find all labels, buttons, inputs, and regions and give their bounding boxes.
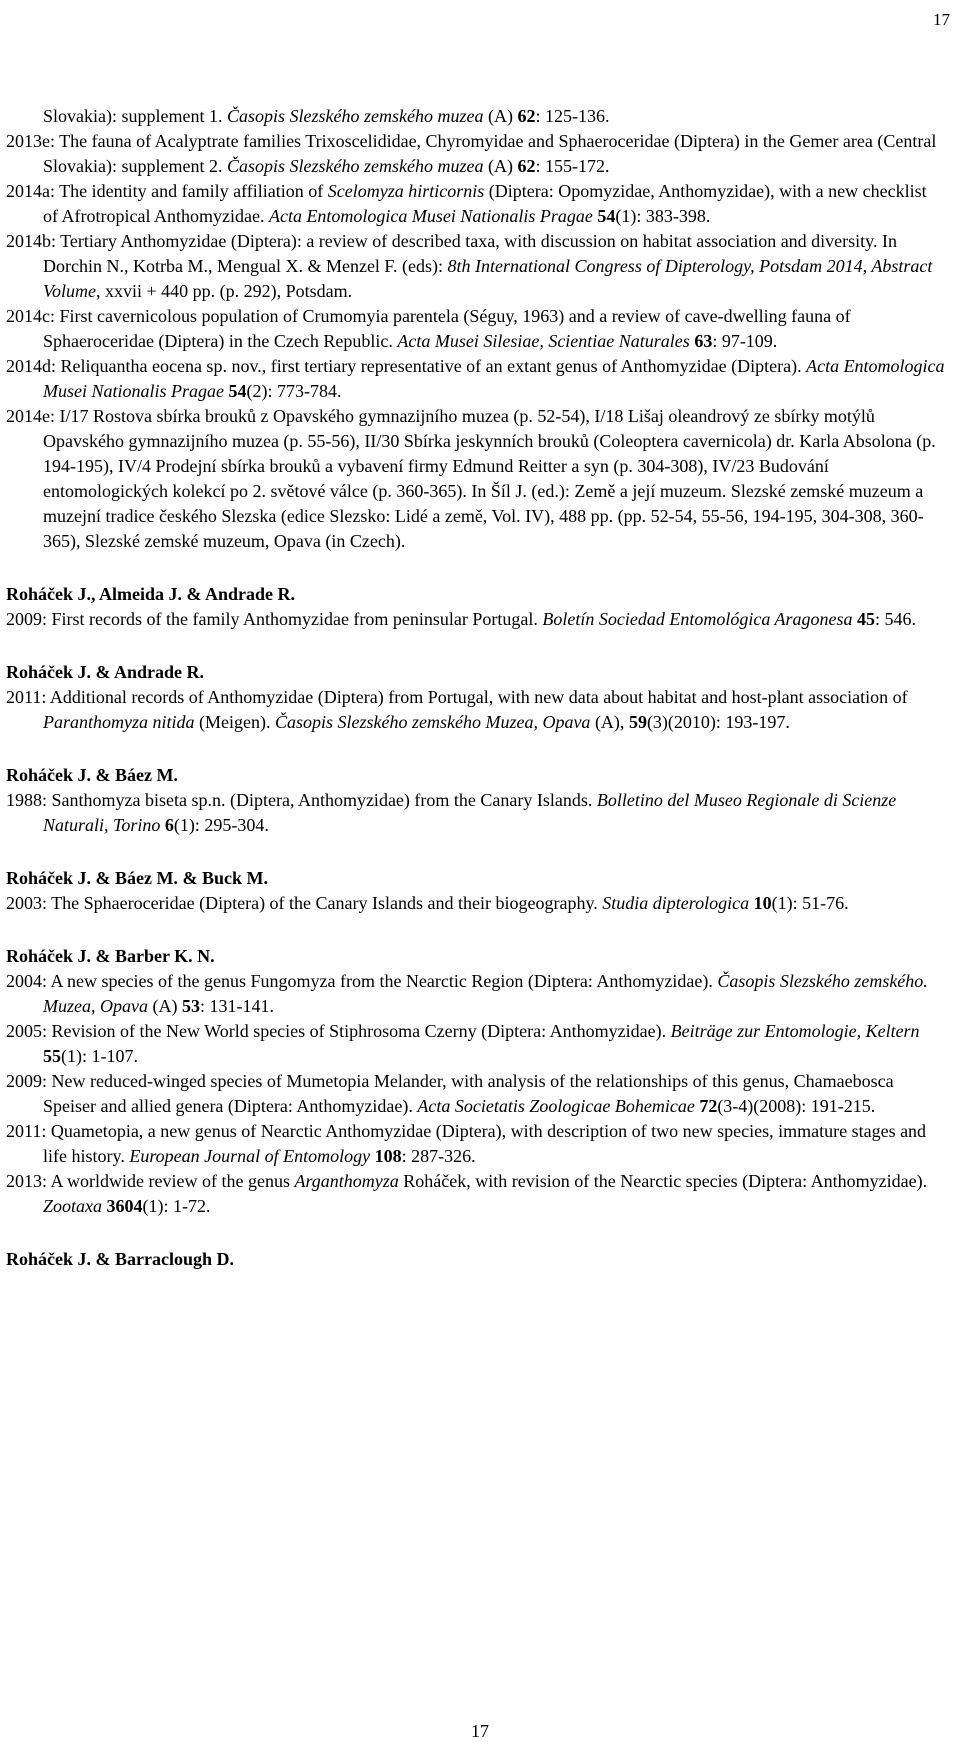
author-heading: Roháček J. & Barber K. N.: [6, 946, 215, 966]
bold-segment: 62: [517, 106, 536, 126]
text-segment: (3-4)(2008): 191-215.: [717, 1096, 876, 1116]
text-segment: 2014e: I/17 Rostova sbírka brouků z Opavského gymnazijního muzea (p. 52-54), I/18 Lišaj oleandrový ze sbírky motýlů Opavského gymnazijního muzea (p. 55-56), II/30 Sbírka jeskynních brouků (Coleoptera cavernicola) dr. Karla Absolona (p. 194-195), IV/4 Prodejní sbírka brouků a vybavení firmy Edmund Reitter a syn (p. 304-308), IV/23 Budování entomologických kolekcí po 2. světové válce (p. 360-365). In Šíl J. (ed.): Země a její muzeum. Slezské zemské muzeum a muzejní tradice českého Slezska (edice Slezsko: Lidé a země, Vol. IV), 488 pp. (pp. 52-54, 55-56, 194-195, 304-308, 360-365), Slezské zemské muzeum, Opava (in Czech).: [6, 406, 936, 551]
block-spacer: [6, 554, 946, 582]
text-segment: (3)(2010): 193-197.: [646, 712, 790, 732]
text-segment: : 287-326.: [401, 1146, 476, 1166]
text-segment: 2014d: Reliquantha eocena sp. nov., first tertiary representative of an extant genus of Anthomyzidae (Diptera).: [6, 356, 807, 376]
italic-segment: Boletín Sociedad Entomológica Aragonesa: [542, 609, 853, 629]
reference-entry: [6, 891, 946, 916]
text-segment: 2011: Additional records of Anthomyzidae (Diptera) from Portugal, with new data about habitat and host-plant association of: [6, 687, 908, 707]
bottom-page-number: 17: [471, 1721, 489, 1741]
text-segment: 2014b: Tertiary Anthomyzidae (Diptera): a review of described taxa, with discussion on habitat association and diversity. In Dorchin N., Kotrba M., Mengual X. & Menzel F. (eds):: [6, 231, 897, 276]
bold-segment: 10: [753, 893, 772, 913]
bold-segment: 53: [181, 996, 200, 1016]
text-segment: 2013: A worldwide review of the genus: [6, 1171, 295, 1191]
text-segment: (2): 773-784.: [246, 381, 342, 401]
bold-segment: 72: [699, 1096, 718, 1116]
italic-segment: Časopis Slezského zemského Muzea, Opava: [274, 712, 591, 732]
text-segment: (1): 1-72.: [142, 1196, 211, 1216]
reference-entry: [6, 104, 946, 129]
text-segment: (A): [483, 106, 518, 126]
author-block: [6, 944, 946, 1219]
text-segment: 2005: Revision of the New World species of Stiphrosoma Czerny (Diptera: Anthomyzidae).: [6, 1021, 671, 1041]
author-block: [6, 763, 946, 838]
text-segment: 1988: Santhomyza biseta sp.n. (Diptera, Anthomyzidae) from the Canary Islands.: [6, 790, 597, 810]
text-segment: : 546.: [875, 609, 917, 629]
text-segment: : 155-172.: [535, 156, 610, 176]
bold-segment: 45: [857, 609, 876, 629]
italic-segment: Scelomyza hirticornis: [327, 181, 485, 201]
author-heading: Roháček J. & Báez M. & Buck M.: [6, 868, 268, 888]
text-segment: (1): 51-76.: [771, 893, 849, 913]
author-heading: Roháček J., Almeida J. & Andrade R.: [6, 584, 296, 604]
italic-segment: Časopis Slezského zemského muzea: [226, 106, 484, 126]
reference-entry: [6, 1169, 946, 1219]
italic-segment: Acta Entomologica Musei Nationalis Pragae: [43, 356, 945, 401]
bold-segment: 59: [628, 712, 647, 732]
reference-entry: [6, 1069, 946, 1119]
block-spacer: [6, 1219, 946, 1247]
reference-entry: [6, 607, 946, 632]
author-block: [6, 660, 946, 735]
text-segment: (Diptera: Opomyzidae, Anthomyzidae), with a new checklist of Afrotropical Anthomyzidae.: [43, 181, 927, 226]
text-segment: 2014a: The identity and family affiliation of: [6, 181, 328, 201]
reference-entry: [6, 304, 946, 354]
text-segment: (1): 1-107.: [61, 1046, 138, 1066]
author-heading: Roháček J. & Barraclough D.: [6, 1249, 234, 1269]
reference-entry: [6, 788, 946, 838]
reference-entry: [6, 129, 946, 179]
bold-segment: 3604: [106, 1196, 143, 1216]
text-segment: (A): [147, 996, 182, 1016]
bold-segment: 6: [164, 815, 174, 835]
text-segment: 2014c: First cavernicolous population of Crumomyia parentela (Séguy, 1963) and a review of cave-dwelling fauna of Sphaeroceridae (Diptera) in the Czech Republic.: [6, 306, 851, 351]
italic-segment: Arganthomyza: [294, 1171, 399, 1191]
bold-segment: 55: [43, 1046, 61, 1066]
text-segment: 2004: A new species of the genus Fungomyza from the Nearctic Region (Diptera: Anthomyzidae).: [6, 971, 718, 991]
reference-entry: [6, 179, 946, 229]
bold-segment: 63: [694, 331, 713, 351]
italic-segment: Časopis Slezského zemského. Muzea, Opava: [43, 971, 928, 1016]
reference-entry: [6, 229, 946, 304]
text-segment: 2009: First records of the family Anthomyzidae from peninsular Portugal.: [6, 609, 543, 629]
text-segment: 2013e: The fauna of Acalyptrate families Trixoscelididae, Chyromyidae and Sphaeroceridae (Diptera) in the Gemer area (Central Slovakia): supplement 2.: [6, 131, 937, 176]
italic-segment: Paranthomyza nitida: [43, 712, 195, 732]
text-segment: Slovakia): supplement 1.: [43, 106, 227, 126]
bold-segment: 62: [517, 156, 536, 176]
text-segment: (A),: [590, 712, 629, 732]
text-segment: 2011: Quametopia, a new genus of Nearctic Anthomyzidae (Diptera), with description of two new species, immature stages and life history.: [6, 1121, 927, 1166]
bold-segment: 108: [374, 1146, 402, 1166]
italic-segment: European Journal of Entomology: [129, 1146, 371, 1166]
text-segment: (Meigen).: [194, 712, 275, 732]
italic-segment: Časopis Slezského zemského muzea: [226, 156, 484, 176]
italic-segment: Acta Musei Silesiae, Scientiae Naturales: [397, 331, 690, 351]
block-spacer: [6, 838, 946, 866]
block-spacer: [6, 632, 946, 660]
author-block: [6, 866, 946, 916]
block-spacer: [6, 916, 946, 944]
reference-entry: [6, 969, 946, 1019]
text-segment: Roháček, with revision of the Nearctic species (Diptera: Anthomyzidae).: [398, 1171, 928, 1191]
italic-segment: Acta Entomologica Musei Nationalis Pragae: [268, 206, 593, 226]
text-segment: 2003: The Sphaeroceridae (Diptera) of the Canary Islands and their biogeography.: [6, 893, 603, 913]
author-heading: Roháček J. & Andrade R.: [6, 662, 205, 682]
top-page-number: 17: [933, 10, 950, 29]
reference-entry: [6, 1019, 946, 1069]
block-spacer: [6, 735, 946, 763]
italic-segment: Zootaxa: [43, 1196, 103, 1216]
reference-entry: [6, 404, 946, 554]
text-segment: (1): 295-304.: [173, 815, 269, 835]
italic-segment: Bolletino del Museo Regionale di Scienze Naturali, Torino: [43, 790, 897, 835]
text-segment: : 131-141.: [199, 996, 274, 1016]
italic-segment: 8th International Congress of Dipterology, Potsdam 2014, Abstract Volume: [43, 256, 933, 301]
text-segment: : 125-136.: [535, 106, 610, 126]
text-segment: (1): 383-398.: [615, 206, 711, 226]
text-segment: 2009: New reduced-winged species of Mumetopia Melander, with analysis of the relationships of this genus, Chamaebosca Speiser and allied genera (Diptera: Anthomyzidae).: [6, 1071, 894, 1116]
italic-segment: Acta Societatis Zoologicae Bohemicae: [417, 1096, 695, 1116]
reference-entry: [6, 1119, 946, 1169]
italic-segment: Beiträge zur Entomologie, Keltern: [670, 1021, 920, 1041]
reference-entry: [6, 685, 946, 735]
author-block: [6, 582, 946, 632]
italic-segment: Studia dipterologica: [602, 893, 750, 913]
text-segment: (A): [483, 156, 518, 176]
bold-segment: 54: [597, 206, 616, 226]
text-segment: , xxvii + 440 pp. (p. 292), Potsdam.: [96, 281, 353, 301]
author-block: [6, 104, 946, 554]
bold-segment: 54: [228, 381, 247, 401]
author-heading: Roháček J. & Báez M.: [6, 765, 178, 785]
references-list: [6, 104, 946, 1272]
reference-entry: [6, 354, 946, 404]
text-segment: : 97-109.: [712, 331, 778, 351]
author-block: [6, 1247, 946, 1272]
